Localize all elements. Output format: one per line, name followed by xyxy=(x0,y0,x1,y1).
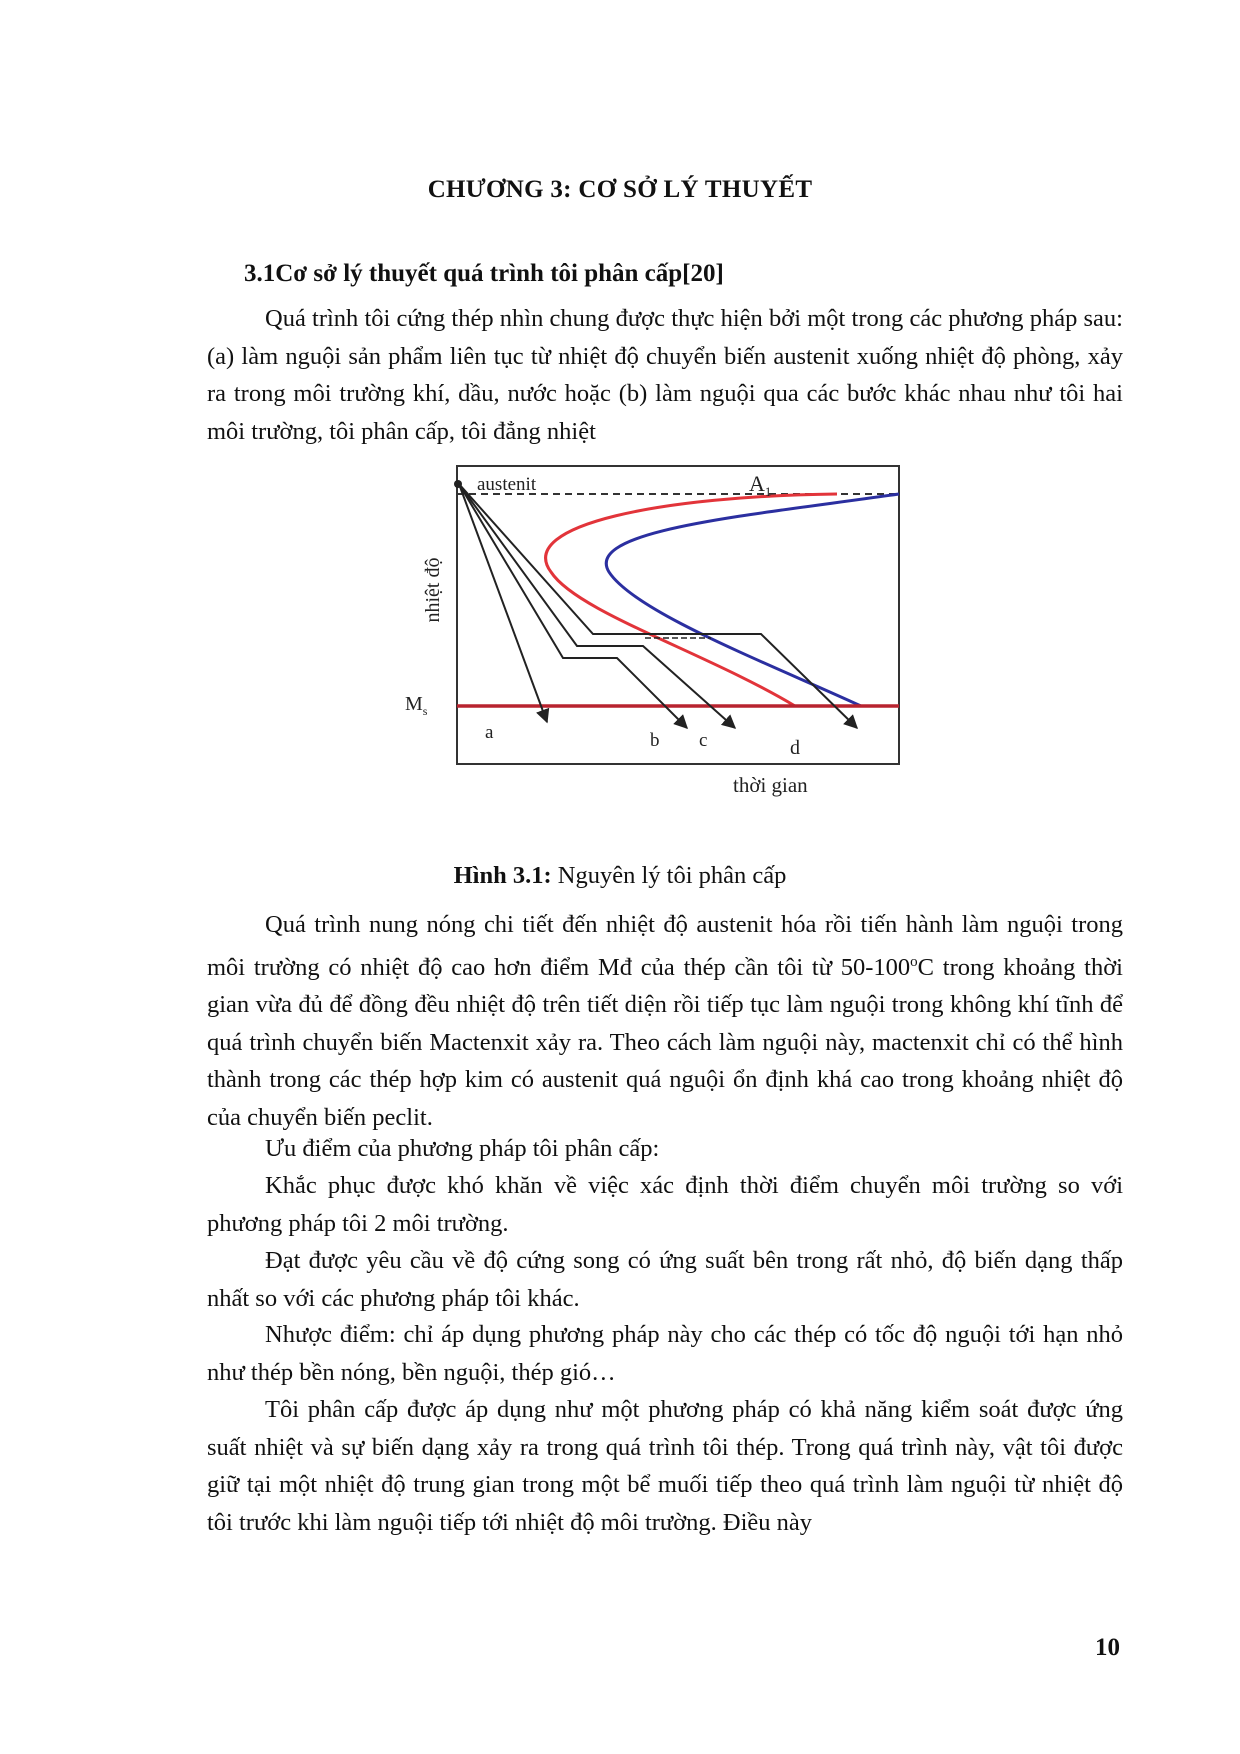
disadvantage-text: Nhược điểm: chỉ áp dụng phương pháp này cho các thép có tốc độ nguội tới hạn nhỏ như thép bền nóng, bền nguội, thép gió… xyxy=(207,1321,1123,1386)
y-axis-label: nhiệt độ xyxy=(422,557,444,623)
paragraph-advantage-1 xyxy=(207,1167,1123,1242)
application-text: Tôi phân cấp được áp dụng như một phương pháp có khả năng kiểm soát được ứng suất nhiệt và sự biến dạng xảy ra trong quá trình tôi thép. Trong quá trình này, vật tôi được giữ tại một nhiệt độ trung gian trong một bể muối tiếp theo quá trình làm nguội từ nhiệt độ tôi trước khi làm nguội tiếp tới nhiệt độ môi trường. Điều này xyxy=(207,1396,1123,1536)
label-austenit: austenit xyxy=(477,474,537,495)
paragraph-intro-text: Quá trình tôi cứng thép nhìn chung được thực hiện bởi một trong các phương pháp sau: (a) làm nguội sản phẩm liên tục từ nhiệt độ chuyển biến austenit xuống nhiệt độ phòng, xảy ra trong môi trường khí, dầu, nước hoặc (b) làm nguội qua các bước khác nhau như tôi hai môi trường, tôi phân cấp, tôi đẳng nhiệt xyxy=(207,305,1123,445)
paragraph-advantages-heading xyxy=(207,1130,1123,1168)
paragraph-process xyxy=(207,906,1123,1136)
advantage-1-text: Khắc phục được khó khăn về việc xác định thời điểm chuyển môi trường so với phương pháp tôi 2 môi trường. xyxy=(207,1172,1123,1237)
cooling-path-d xyxy=(459,484,857,728)
figure-caption xyxy=(0,862,1240,890)
paragraph-process-text-1: Quá trình nung nóng chi tiết đến nhiệt độ austenit hóa rồi tiến hành làm nguội trong môi trường có nhiệt độ cao hơn điểm Mđ của thép cần tôi từ 50-100 xyxy=(207,911,1123,981)
chapter-title: CHƯƠNG 3: CƠ SỞ LÝ THUYẾT xyxy=(427,176,813,203)
ttt-diagram xyxy=(405,462,965,842)
degree-superscript: o xyxy=(910,953,918,970)
paragraph-intro xyxy=(207,300,1123,450)
advantage-2-text: Đạt được yêu cầu về độ cứng song có ứng suất bên trong rất nhỏ, độ biến dạng thấp nhất so với các phương pháp tôi khác. xyxy=(207,1247,1123,1312)
paragraph-application xyxy=(207,1391,1123,1541)
figure-quench-diagram xyxy=(405,462,965,842)
advantages-heading-text: Ưu điểm của phương pháp tôi phân cấp: xyxy=(265,1135,660,1162)
cooling-path-b xyxy=(459,484,687,728)
curve-label-d: d xyxy=(790,737,800,759)
cooling-path-a xyxy=(459,484,547,722)
page-number: 10 xyxy=(1095,1634,1120,1661)
label-ms: $M_s$ xyxy=(405,693,428,718)
caption-text: Nguyên lý tôi phân cấp xyxy=(551,862,787,889)
label-a1: $A_1$ xyxy=(749,471,772,499)
blue-c-curve xyxy=(606,494,899,706)
section-heading: 3.1Cơ sở lý thuyết quá trình tôi phân cấp[20] xyxy=(244,260,724,287)
paragraph-disadvantage xyxy=(207,1316,1123,1391)
curve-label-a: a xyxy=(485,722,494,743)
caption-label: Hình 3.1: xyxy=(453,862,552,889)
start-point xyxy=(454,480,462,488)
curve-label-c: c xyxy=(699,730,708,751)
paragraph-process-text-2: C trong khoảng thời gian vừa đủ để đồng đều nhiệt độ trên tiết diện rồi tiếp tục làm nguội trong không khí tĩnh để quá trình chuyển biến Mactenxit xảy ra. Theo cách làm nguội này, mactenxit chỉ có thể hình thành trong các thép hợp kim có austenit quá nguội ổn định khá cao trong khoảng nhiệt độ của chuyển biến peclit. xyxy=(207,953,1123,1131)
curve-label-b: b xyxy=(650,730,660,751)
paragraph-advantage-2 xyxy=(207,1242,1123,1317)
x-axis-label: thời gian xyxy=(733,773,808,797)
